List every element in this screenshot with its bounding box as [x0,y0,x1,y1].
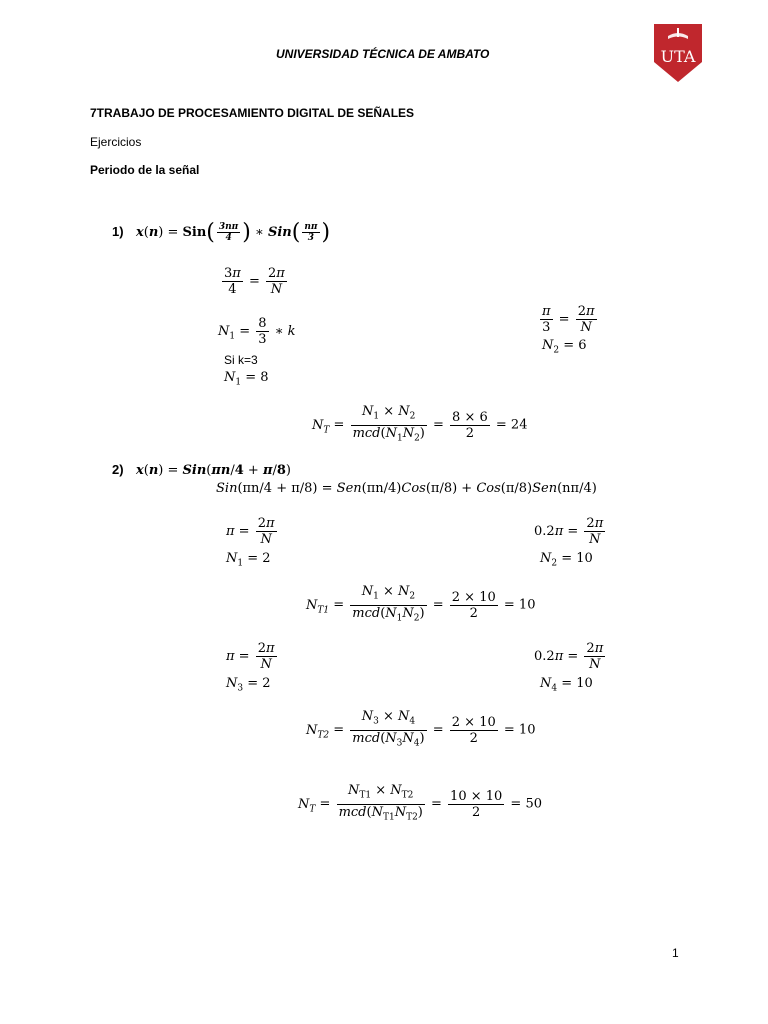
ex2-nt2: $N_{T2}$ = $\frac{N_3 \times N_4}{mcd(N_3N_4)}$ = $\frac{2 \times 10}{2}$ = 10 [306,709,536,749]
ex2-nt1: $N_{T1}$ = $\frac{N_1 \times N_2}{mcd(N_1N_2)}$ = $\frac{2 \times 10}{2}$ = 10 [306,584,536,624]
page-number: 1 [672,946,679,960]
ex2-n2: $N_2 = 10$ [540,551,593,569]
ex2-equation: 2) x(n) = Sin(πn/4 + π/8) [112,462,291,478]
ex2-n3: $N_3 = 2$ [226,676,271,694]
ex1-k-note: Si k=3 [224,353,258,367]
ex1-total-period: $N_T$ = $\frac{N_1 \times N_2}{mcd(N_1N_2)}$ = $\frac{8 \times 6}{2}$ = 24 [312,404,528,444]
document-subtitle: Ejercicios [90,135,142,149]
logo-text: UTA [660,47,696,66]
ex2-n4: $N_4 = 10$ [540,676,593,694]
ex2-ratio-4: 0.2π = $\frac{2\pi}{N}$ [534,641,604,672]
section-heading: Periodo de la señal [90,163,200,177]
ex2-ratio-3: π = $\frac{2\pi}{N}$ [226,641,275,672]
ex1-n2: $N_2 = 6$ [542,338,587,356]
ex1-n1-value: $N_1 = 8$ [224,370,269,388]
university-header: UNIVERSIDAD TÉCNICA DE AMBATO [276,47,490,61]
ex2-label: 2) [112,462,124,477]
ex2-ratio-1: π = $\frac{2\pi}{N}$ [226,516,275,547]
ex1-n1-formula: $N_1$ = $\frac{8}{3}$ ∗ k [218,316,296,347]
ex1-equation: 1) x(n) = Sin( $\frac{3n\pi}{4}$ ) ∗ Sin( $\frac{n\pi}{3}$ ) [112,220,331,245]
ex2-expansion: Sin(πn/4 + π/8) = Sen(πn/4)Cos(π/8) + Cos(π/8)Sen(nπ/4) [216,481,597,496]
ex2-ratio-2: 0.2π = $\frac{2\pi}{N}$ [534,516,604,547]
ex1-ratio-2: $\frac{\pi}{3}$ = $\frac{2\pi}{N}$ [542,304,595,335]
ex2-n1: $N_1 = 2$ [226,551,271,569]
ex2-total-period: $N_T$ = $\frac{N_{T1} \times N_{T2}}{mcd(N_{T1}N_{T2})}$ = $\frac{10 \times 10}{2}$ = 50 [298,783,543,823]
ex1-ratio-1: $\frac{3\pi}{4}$ = $\frac{2\pi}{N}$ [224,266,285,297]
document-title: 7TRABAJO DE PROCESAMIENTO DIGITAL DE SEÑALES [90,106,415,120]
ex1-label: 1) [112,224,124,239]
university-logo [654,24,702,82]
